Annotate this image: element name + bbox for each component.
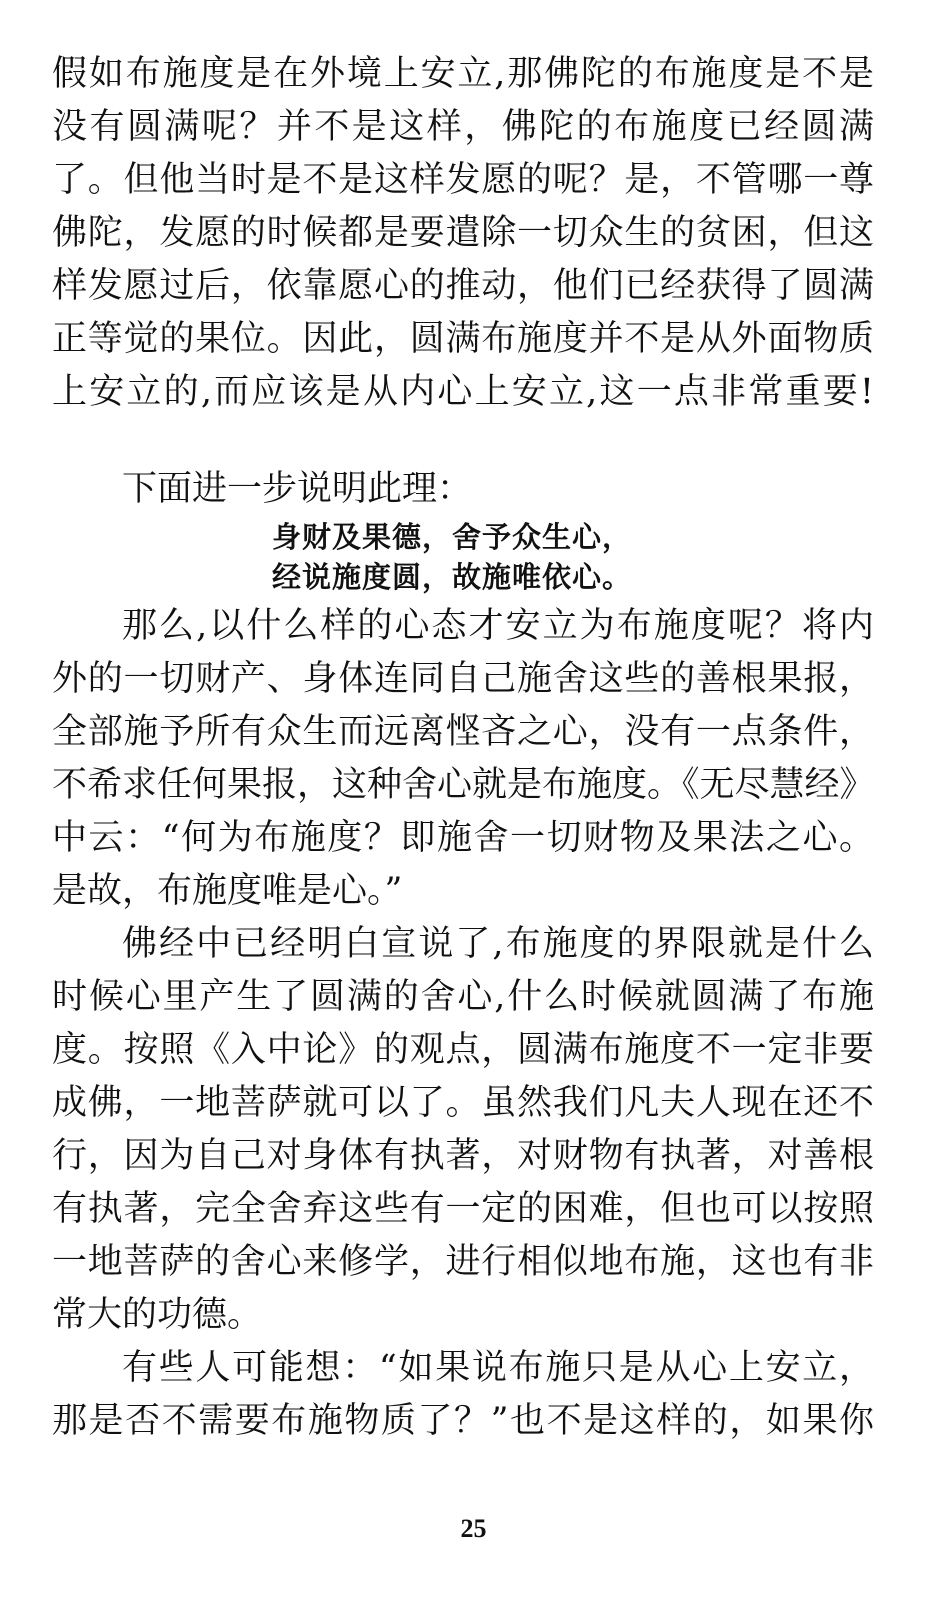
paragraph-3-line-1: 佛经中已经明白宣说了,布施度的界限就是什么 (122, 924, 874, 964)
paragraph-4-line-1: 有些人可能想：“如果说布施只是从心上安立， (122, 1348, 874, 1388)
paragraph-1-line-1: 假如布施度是在外境上安立,那佛陀的布施度是不是 (52, 54, 874, 94)
paragraph-2-line-2: 外的一切财产、身体连同自己施舍这些的善根果报， (52, 659, 874, 699)
paragraph-1-line-6: 正等觉的果位。因此，圆满布施度并不是从外面物质 (52, 319, 874, 359)
paragraph-1-line-4: 佛陀，发愿的时候都是要遣除一切众生的贫困，但这 (52, 213, 874, 253)
page-number: 25 (460, 1514, 487, 1543)
paragraph-4-line-2: 那是否不需要布施物质了？”也不是这样的，如果你 (52, 1401, 874, 1441)
paragraph-3-line-2: 时候心里产生了圆满的舍心,什么时候就圆满了布施 (52, 977, 874, 1017)
paragraph-2-line-1: 那么,以什么样的心态才安立为布施度呢？将内 (122, 606, 874, 646)
paragraph-1-line-3: 了。但他当时是不是这样发愿的呢？是，不管哪一尊 (52, 160, 874, 200)
paragraph-3-line-8: 常大的功德。 (52, 1295, 263, 1335)
intro-line: 下面进一步说明此理： (122, 469, 473, 509)
paragraph-3-line-5: 行，因为自己对身体有执著，对财物有执著，对善根 (52, 1136, 874, 1176)
paragraph-2-line-4: 不希求任何果报，这种舍心就是布施度。《无尽慧经》 (52, 765, 875, 805)
verse-line-2: 经说施度圆，故施唯依心。 (272, 560, 633, 594)
paragraph-1-line-2: 没有圆满呢？并不是这样，佛陀的布施度已经圆满 (52, 107, 874, 147)
paragraph-3-line-6: 有执著，完全舍弃这些有一定的困难，但也可以按照 (52, 1189, 874, 1229)
paragraph-2-line-3: 全部施予所有众生而远离悭吝之心，没有一点条件， (52, 712, 874, 752)
paragraph-2-line-6: 是故，布施度唯是心。” (52, 871, 403, 911)
paragraph-1-line-5: 样发愿过后，依靠愿心的推动，他们已经获得了圆满 (52, 266, 874, 306)
paragraph-3-line-3: 度。按照《入中论》的观点，圆满布施度不一定非要 (52, 1030, 874, 1070)
paragraph-1-line-7: 上安立的,而应该是从内心上安立,这一点非常重要! (52, 372, 874, 412)
paragraph-3-line-4: 成佛，一地菩萨就可以了。虽然我们凡夫人现在还不 (52, 1083, 874, 1123)
paragraph-2-line-5: 中云：“何为布施度？即施舍一切财物及果法之心。 (52, 818, 874, 858)
verse-line-1: 身财及果德，舍予众生心， (272, 520, 633, 554)
paragraph-3-line-7: 一地菩萨的舍心来修学，进行相似地布施，这也有非 (52, 1242, 874, 1282)
